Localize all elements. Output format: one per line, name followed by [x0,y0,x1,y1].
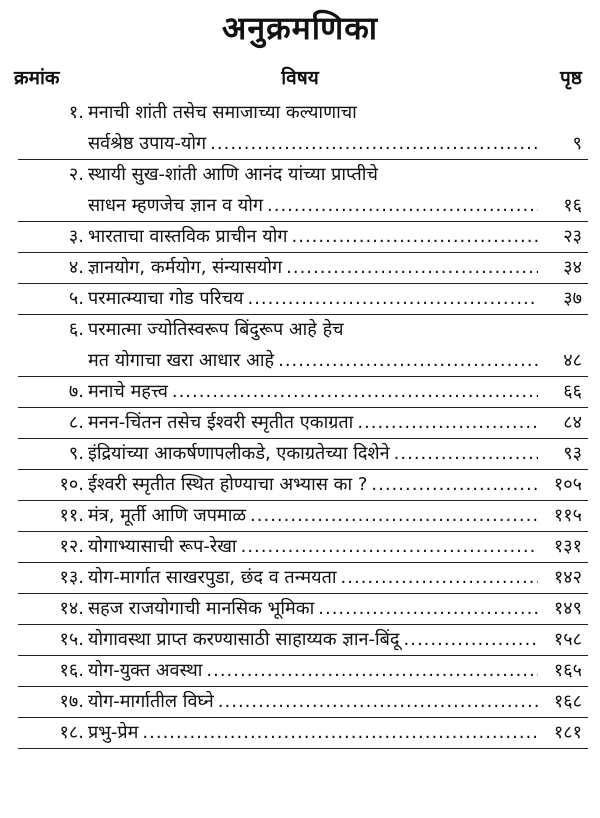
column-header-page: पृष्ठ [560,67,582,89]
entry-page: ९ [572,133,582,154]
entry-title: ईश्वरी स्मृतीत स्थित होण्याचा अभ्यास का ? [88,474,368,495]
entry-title: साधन म्हणजेच ज्ञान व योग [88,195,264,216]
row-divider [18,562,588,563]
entry-page: १६५ [553,660,582,681]
entry-page: ९३ [563,443,582,464]
dot-leader [267,195,538,216]
entry-page: १४२ [553,567,582,588]
entry-page: ३७ [563,288,582,309]
column-header-subject: विषय [281,67,319,89]
entry-page: १६८ [553,691,582,712]
column-header-number: क्रमांक [14,67,60,89]
entry-number: १२. [59,536,84,557]
dot-leader [218,691,538,712]
dot-leader [341,567,538,588]
entry-title: सहज राजयोगाची मानसिक भूमिका [88,598,315,619]
entry-number: ७. [68,381,84,402]
row-divider [18,438,588,439]
entry-title: योगावस्था प्राप्त करण्यासाठी साहाय्यक ज्ञान-बिंदू [88,629,400,650]
entry-title: इंद्रियांच्या आकर्षणापलीकडे, एकाग्रतेच्या दिशेने [88,443,390,464]
entry-page: ४८ [563,350,582,371]
entry-number: ३. [68,226,84,247]
entry-page: ३४ [563,257,582,278]
row-divider [18,686,588,687]
dot-leader [210,133,538,154]
entry-title: योग-मार्गातील विघ्ने [88,691,214,712]
dot-leader [241,536,538,557]
row-divider [18,531,588,532]
dot-leader [206,660,538,681]
entry-number: १६. [59,660,84,681]
dot-leader [286,257,538,278]
entry-number: २. [68,164,84,185]
entry-number: ५. [68,288,84,309]
dot-leader [394,443,538,464]
entry-title: प्रभु-प्रेम [88,722,139,743]
row-divider [18,655,588,656]
entry-page: ६६ [563,381,582,402]
row-divider [18,221,588,222]
row-divider [18,500,588,501]
dot-leader [292,226,538,247]
entry-number: १३. [59,567,84,588]
entry-title: मनन-चिंतन तसेच ईश्वरी स्मृतीत एकाग्रता [88,412,354,433]
entry-title: भारताचा वास्तविक प्राचीन योग [88,226,288,247]
row-divider [18,376,588,377]
entry-number: ४. [68,257,84,278]
dot-leader [278,350,538,371]
entry-title: सर्वश्रेष्ठ उपाय-योग [88,133,207,154]
entry-number: ६. [68,319,84,340]
entry-title: मनाची शांती तसेच समाजाच्या कल्याणाचा [88,102,357,123]
dot-leader [172,381,538,402]
entry-page: १५८ [553,629,582,650]
entry-title: योगाभ्यासाची रूप-रेखा [88,536,237,557]
entry-number: ११. [59,505,84,526]
entry-number: ८. [68,412,84,433]
dot-leader [250,505,538,526]
row-divider [18,314,588,315]
row-divider [18,748,588,749]
entry-number: १५. [59,629,84,650]
dot-leader [142,722,538,743]
dot-leader [371,474,538,495]
entry-number: ९. [68,443,84,464]
entry-title: स्थायी सुख-शांती आणि आनंद यांच्या प्राप्तीचे [88,164,378,185]
row-divider [18,593,588,594]
entry-title: मत योगाचा खरा आधार आहे [88,350,275,371]
dot-leader [357,412,538,433]
entry-page: १८१ [553,722,582,743]
entry-title: मंत्र, मूर्ती आणि जपमाळ [88,505,247,526]
entry-title: मनाचे महत्त्व [88,381,168,402]
entry-title: परमात्मा ज्योतिस्वरूप बिंदुरूप आहे हेच [88,319,344,340]
dot-leader [318,598,538,619]
entry-title: योग-युक्त अवस्था [88,660,203,681]
row-divider [18,252,588,253]
entry-number: १७. [59,691,84,712]
dot-leader [247,288,538,309]
dot-leader [404,629,539,650]
entry-number: १. [68,102,84,123]
row-divider [18,469,588,470]
row-divider [18,407,588,408]
entry-page: २३ [563,226,582,247]
page-title: अनुक्रमणिका [221,9,379,47]
row-divider [18,624,588,625]
entry-title: परमात्म्याचा गोड परिचय [88,288,244,309]
entry-page: ८४ [563,412,582,433]
row-divider [18,717,588,718]
entry-page: १०५ [553,474,582,495]
entry-title: योग-मार्गात साखरपुडा, छंद व तन्मयता [88,567,337,588]
entry-page: १६ [563,195,582,216]
entry-number: १०. [59,474,84,495]
entry-page: १४९ [553,598,582,619]
entry-page: ११५ [553,505,582,526]
row-divider [18,283,588,284]
entry-number: १४. [59,598,84,619]
entry-number: १८. [59,722,84,743]
row-divider [18,159,588,160]
entry-title: ज्ञानयोग, कर्मयोग, संन्यासयोग [88,257,283,278]
entry-page: १३१ [553,536,582,557]
